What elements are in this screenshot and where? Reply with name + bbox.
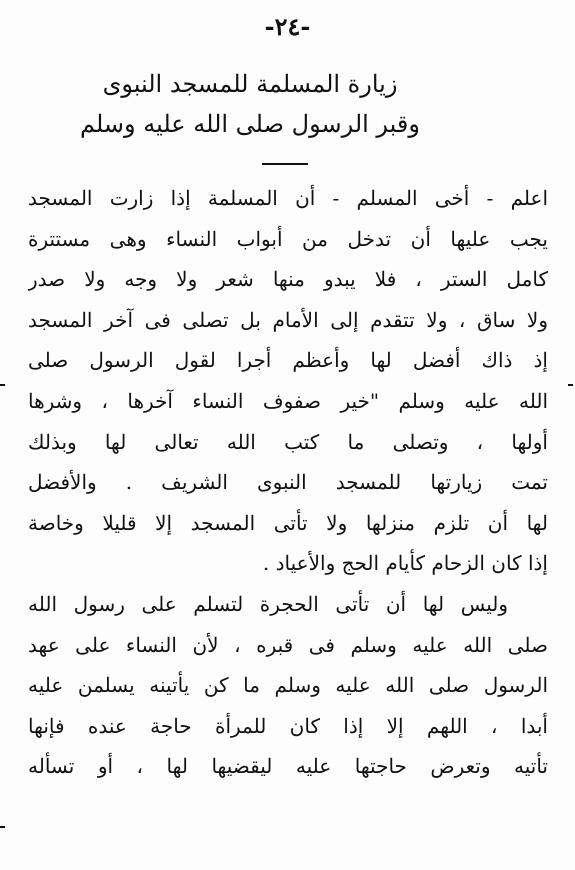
body-line-8: تمت زيارتها للمسجد النبوى الشريف . والأفضل <box>28 470 548 495</box>
body-line-9: لها أن تلزم منزلها ولا تأتى المسجد إلا قليلا وخاصة <box>28 510 548 535</box>
scan-edge-mark <box>0 384 5 386</box>
chapter-heading-line-2: وقبر الرسول صلى الله عليه وسلم <box>80 110 420 138</box>
body-line-10: إذا كان الزحام كأيام الحج والأعياد . <box>262 551 548 576</box>
scan-edge-mark <box>568 384 573 386</box>
body-line-12: صلى الله عليه وسلم فى قبره ، لأن النساء على عهد <box>28 632 548 657</box>
body-line-5: إذ ذاك أفضل لها وأعظم أجرا لقول الرسول صلى <box>28 348 548 373</box>
chapter-heading-line-1: زيارة المسلمة للمسجد النبوى <box>102 70 398 98</box>
body-line-7: أولها ، وتصلى ما كتب الله تعالى لها وبذلك <box>28 429 548 454</box>
body-line-4: ولا ساق ، ولا تتقدم إلى الأمام بل تصلى فى آخر المسجد <box>28 307 548 332</box>
body-line-2: يجب عليها أن تدخل من أبواب النساء وهى مستترة <box>28 226 548 251</box>
page-number: -٢٤- <box>264 12 311 41</box>
body-line-3: كامل الستر ، فلا يبدو منها شعر ولا وجه ولا صدر <box>28 267 548 292</box>
body-paragraphs <box>28 178 548 787</box>
body-line-11: وليس لها أن تأتى الحجرة لتسلم على رسول الله <box>28 591 508 616</box>
body-line-15: تأتيه وتعرض حاجتها عليه ليقضيها لها ، أو تسأله <box>28 754 548 779</box>
body-line-1: اعلم - أخى المسلم - أن المسلمة إذا زارت المسجد <box>28 186 548 210</box>
scan-edge-mark <box>0 826 5 828</box>
heading-divider <box>262 163 308 165</box>
body-line-6: الله عليه وسلم "خير صفوف النساء آخرها ، وشرها <box>28 388 548 413</box>
body-line-14: أبدا ، اللهم إلا إذا كان للمرأة حاجة عنده فإنها <box>28 713 548 738</box>
body-line-13: الرسول صلى الله عليه وسلم ما كن يأتينه يسلمن عليه <box>28 673 548 698</box>
